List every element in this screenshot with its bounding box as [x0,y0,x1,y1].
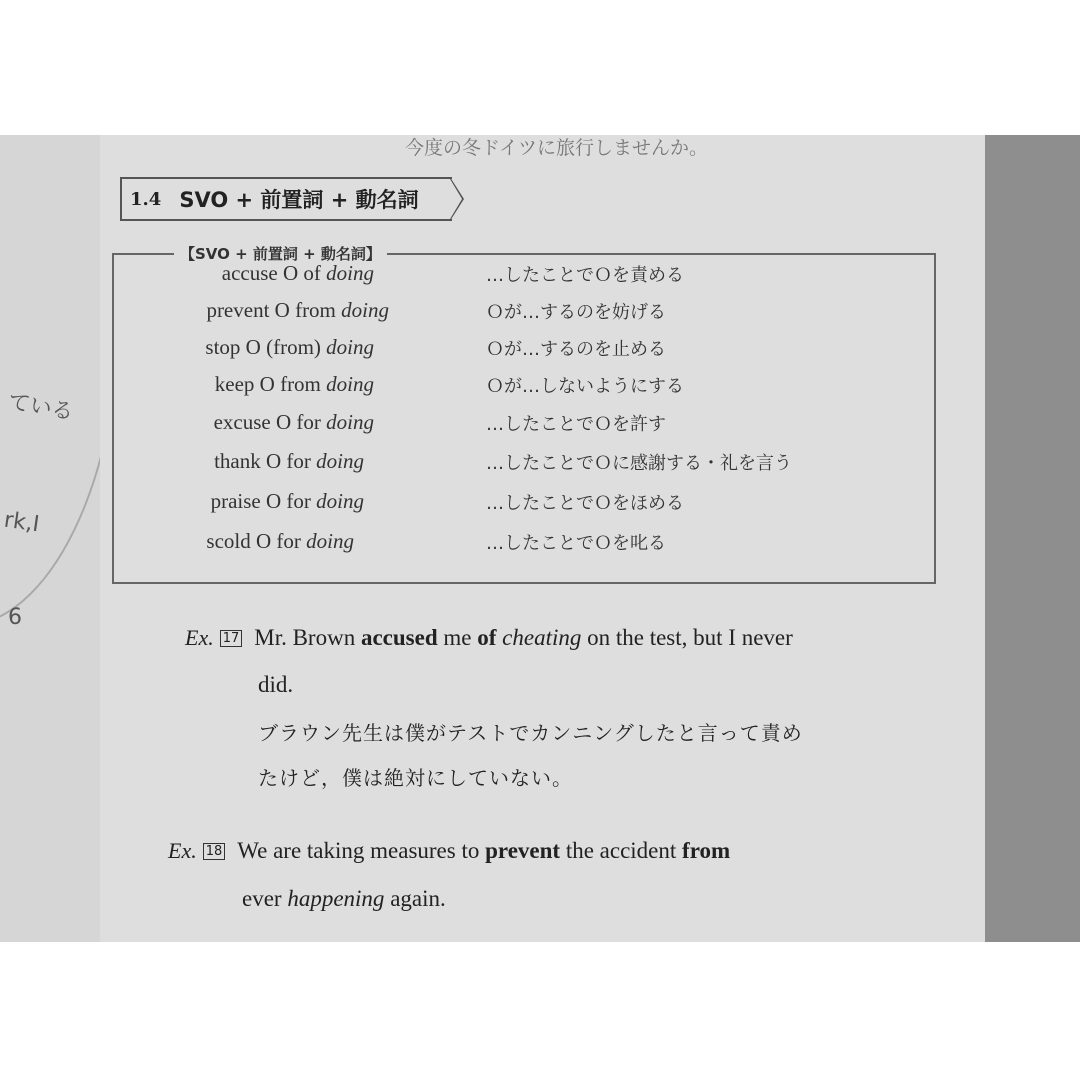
pattern-row [114,261,934,299]
example-18-line2: ever happening again. [242,886,446,911]
pattern-english: prevent O from doing [206,298,389,322]
pattern-row [114,372,934,410]
pattern-english: stop O (from) doing [205,335,374,359]
pattern-english: accuse O of doing [221,261,374,285]
pattern-row [114,335,934,373]
pattern-english: thank O for doing [214,449,364,473]
pattern-english: praise O for doing [210,489,364,513]
example-17-line2: did. [258,672,294,697]
section-number: 1.4 [130,188,162,210]
example-17-translation-2: たけど，僕は絶対にしていない。 [258,766,573,790]
main-page [100,135,990,942]
pattern-row [114,298,934,336]
left-fragment: rk,I [2,507,41,538]
pattern-japanese: Ｏが…するのを妨げる [486,302,666,323]
pattern-japanese: …したことでＯをほめる [486,493,684,514]
pattern-japanese: …したことでＯを叱る [486,533,666,554]
left-fragment: 6 [8,605,22,630]
example-number: 17 [220,630,243,647]
background-surface [985,135,1080,942]
pattern-japanese: …したことでＯを許す [486,414,666,435]
pattern-row [114,489,934,527]
example-number: 18 [203,843,226,860]
example-17-line1: Ex. 17 Mr. Brown accused me of cheating on the test, but I never [185,625,793,650]
pattern-box [112,245,936,584]
pattern-japanese: Ｏが…するのを止める [486,339,666,360]
example-18-line1: Ex. 18 We are taking measures to prevent the accident from [168,838,731,863]
heading-arrow-fill [450,179,462,219]
example-17-translation-1: ブラウン先生は僕がテストでカンニングしたと言って責め [258,721,803,745]
section-heading [120,177,452,221]
section-title: SVO + 前置詞 + 動名詞 [179,188,419,212]
top-line: 今度の冬ドイツに旅行しませんか。 [405,137,709,159]
pattern-row [114,529,934,567]
pattern-english: keep O from doing [214,372,374,396]
pattern-japanese: …したことでＯを責める [486,265,684,286]
pattern-japanese: Ｏが…しないようにする [486,376,684,397]
pattern-row [114,410,934,448]
pattern-japanese: …したことでＯに感謝する・礼を言う [486,453,792,474]
pattern-english: excuse O for doing [213,410,374,434]
left-fragment: ている [5,389,76,426]
book-photo [0,135,1080,942]
pattern-row [114,449,934,487]
pattern-box-label: 【SVO + 前置詞 + 動名詞】 [174,243,387,264]
pattern-english: scold O for doing [206,529,354,553]
